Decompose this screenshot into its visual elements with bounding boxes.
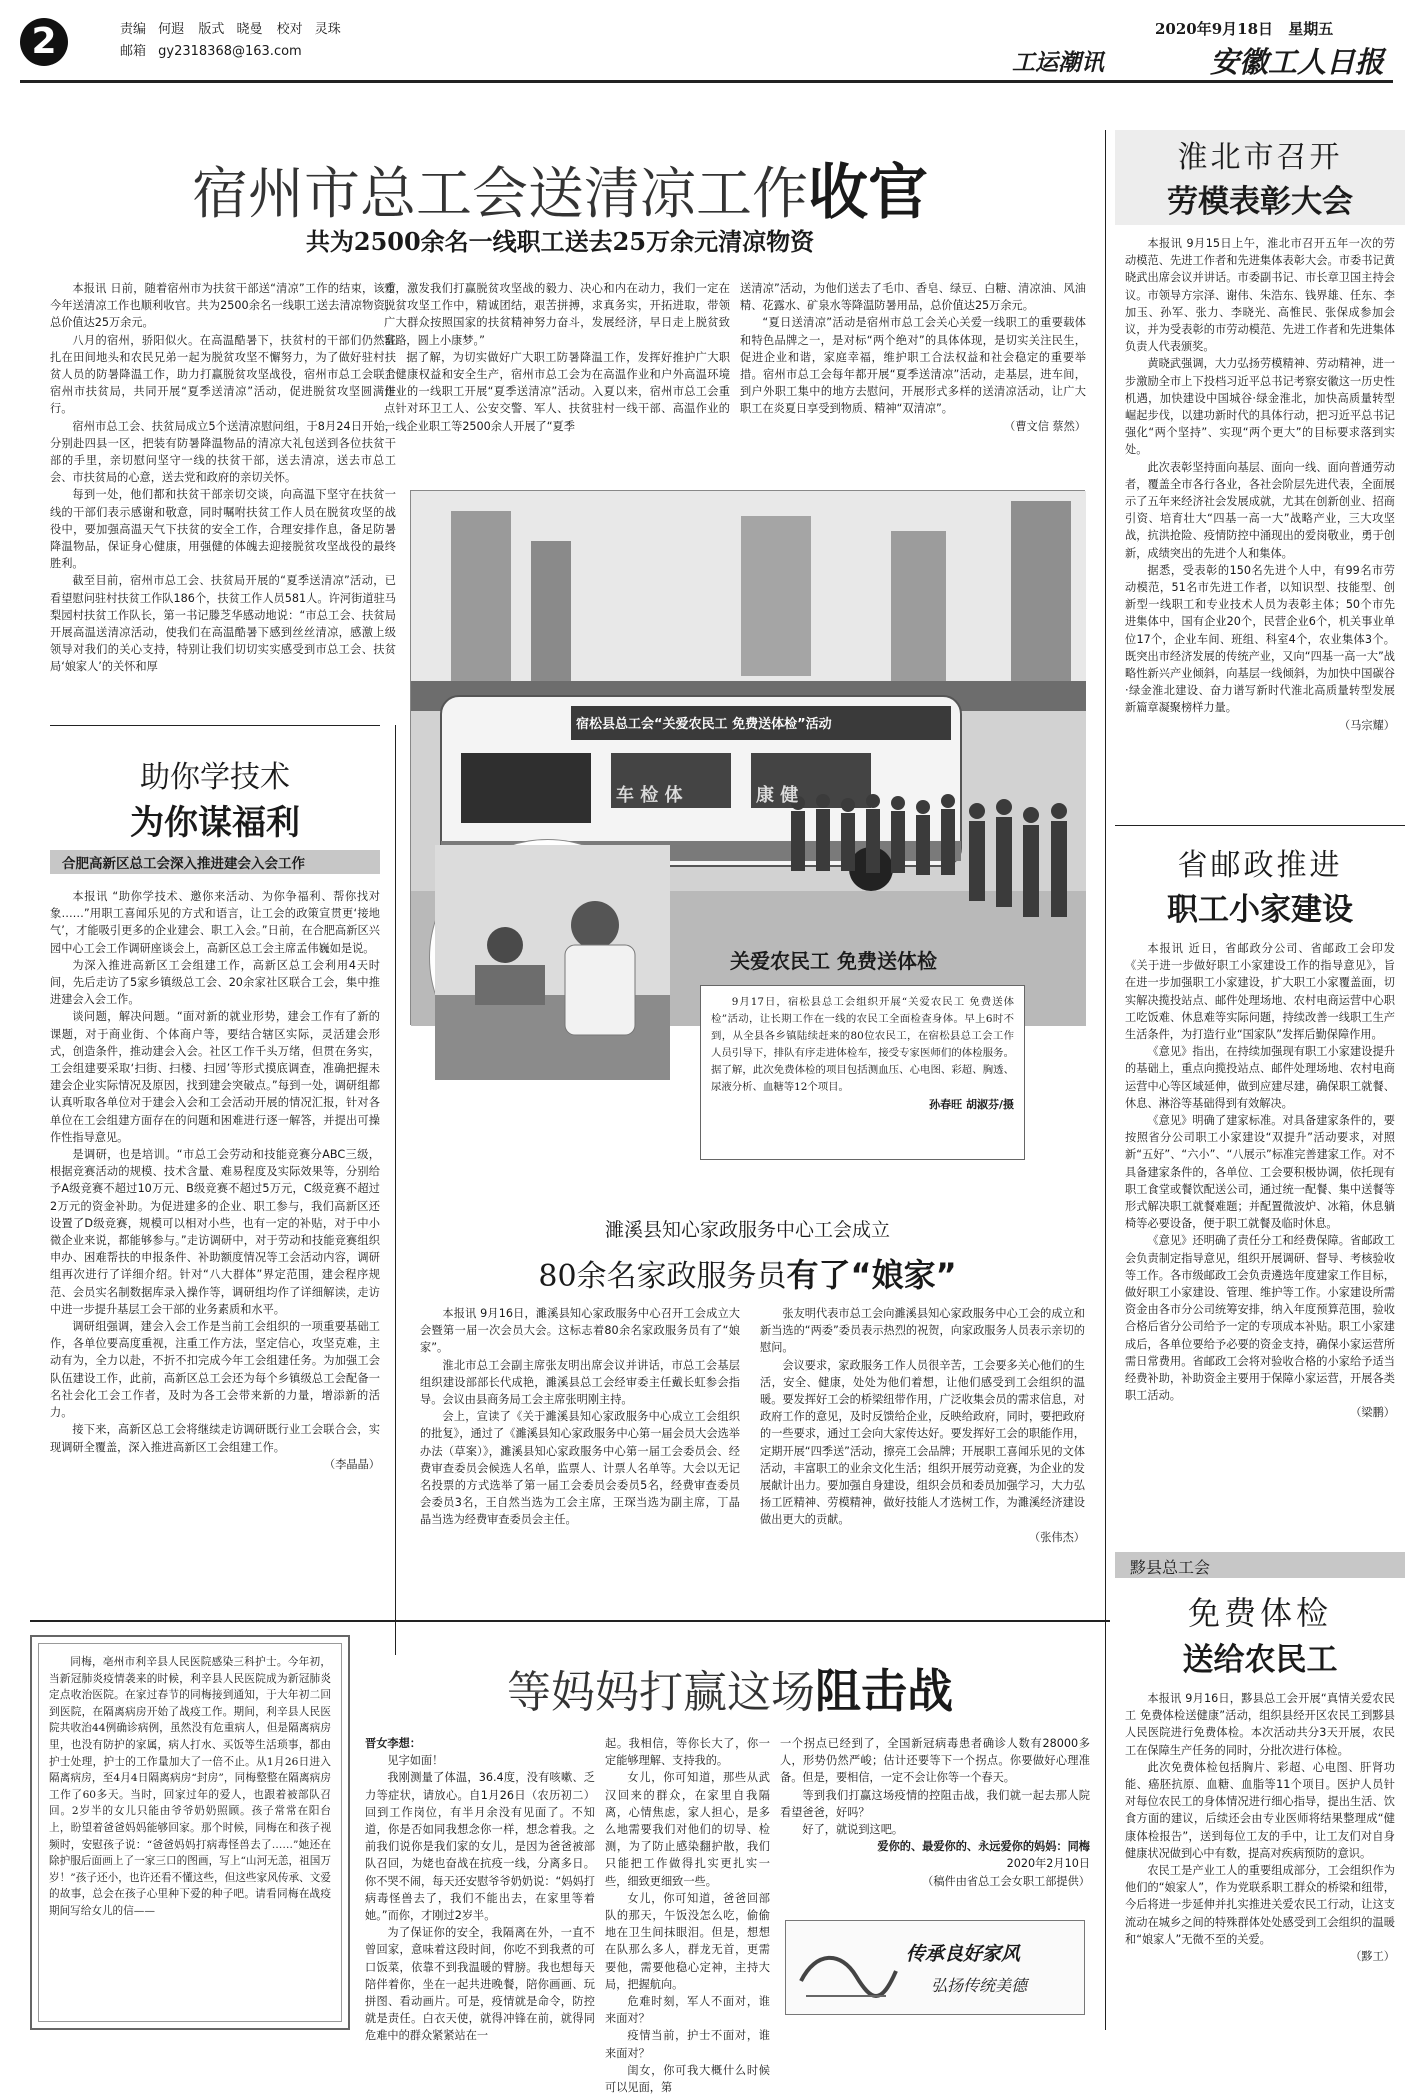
lead-paragraph: 爱，激发我们打赢脱贫攻坚战的毅力、决心和内在动力，我们一定在脱贫攻坚工作中，精诚团结，艰苦拼搏，求真务实，开拓进取，带领广大群众按照国家的扶贫精神努力奋斗，发展经济，早日走上脱贫致富路，圆上小康梦。”: [384, 282, 730, 347]
inset-photo-image: [435, 845, 670, 1080]
yixian-headline-bold: 送给农民工: [1182, 1642, 1338, 1678]
masthead-rule: [20, 80, 1393, 83]
mother-paragraph: 疫情当前，护士不面对，谁来面对？: [605, 2029, 770, 2060]
lead-col-2: [384, 280, 730, 460]
housekeeping-col-2: [760, 1305, 1085, 1615]
mother-sidebar-text: 同梅，亳州市利辛县人民医院感染三科护士。今年初，当新冠肺炎疫情袭来的时候，利辛县人民医院成为新冠肺炎定点收治医院。在家过春节的同梅接到通知，于大年初二回到医院，在隔离病房开始了战疫工作。期间，利辛县人民医院共收治44例确诊病例，虽然没有危重病人，但是隔离病房里，也没有防护的家属，病人打水、买饭等生活琐事，都由护士处理，护士的工作量加大了一倍不止。从1月26日进入隔离病房，至4月4日隔离病房“封房”，同梅整整在隔离病房工作了60多天。当时，回家过年的爱人，也跟着被部队召回。2岁半的女儿只能由爷爷奶奶照顾。孩子常常在阳台上，盼望着爸爸妈妈能够回家。那个时候，同梅在和孩子视频时，安慰孩子说：“爸爸妈妈打病毒怪兽去了……”她还在除护服后面画上了一家三口的图画，写上“山河无恙，祖国万岁！”孩子还小，也许还看不懂这些，但这些家风传承、文爱的故事，总会在孩子心里种下爱的种子吧。请看同梅在战疫期间写给女儿的信——: [49, 1656, 331, 1917]
issue-date: [1155, 18, 1333, 39]
mother-sign-date: 2020年2月10日: [1006, 1857, 1090, 1871]
lead-paragraph: 据了解，为切实做好广大职工防暑降温工作，发挥好推护广大职工健康权益和安全生产，宿州市总工会为在高温作业和户外高温环境作业的一线职工开展“夏季送清凉”活动。入夏以来，宿州市总工会重点针对环卫工人、公安交警、军人、扶贫驻村一线干部、高温作业的一线企业职工等2500余人开展了“夏季: [384, 350, 730, 433]
email-line: [120, 42, 302, 62]
yixian-body: [1125, 1690, 1395, 2035]
yixian-credit: （黟工）: [1350, 1950, 1395, 1964]
postal-headline-light: 省邮政推进: [1177, 848, 1343, 883]
mother-paragraph: 好了，就说到这吧。: [802, 1823, 904, 1837]
lead-paragraph: 截至目前，宿州市总工会、扶贫局开展的“夏季送清凉”活动，已看望慰问驻村扶贫工作队186个，扶贫工作人员581人。许河街道驻马梨园村扶贫工作队长，第一书记滕芝华感动地说：“市总工会、扶贫局开展高温送清凉活动，使我们在高温酷暑下感到丝丝清凉，感激上级领导对我们的关心支持，特别让我们切切实实感受到市总工会、扶贫局‘娘家人’的关怀和厚: [50, 574, 396, 674]
section-name: 工运潮讯: [1012, 50, 1104, 76]
lead-headline-bold: 收官: [808, 158, 928, 228]
calligraphy-box: [785, 1920, 1085, 2015]
tech-paragraph: 是调研，也是培训。“市总工会劳动和技能竞赛分ABC三级，根据竞赛活动的规模、技术含量、难易程度及实际效果等，分别给予A级竞赛不超过10万元、B级竞赛不超过5万元，C级竞赛不超过2万元的资金补助。为促进建多的企业、职工参与，我们高新区还设置了D级竞赛，规模可以相对小些，也有一定的补贴，对于中小微企业来说，都能够参与。”走访调研中，对于劳动和技能竞赛组织申办、困难帮扶的申报条件、补助额度情况等工会活动内容，调研组再次进行了详细介绍。针对“八大群体”界定范围，建会程序规范、会员实名制数据库录入操作等，调研组均作了详细解读，走访中进一步提升基层工会干部的业务素质和水平。: [50, 1148, 380, 1316]
lead-paragraph: 送清凉”活动，为他们送去了毛巾、香皂、绿豆、白糖、清凉油、风油精、花露水、矿泉水等降温防暑用品，总价值达25万余元。: [740, 282, 1086, 313]
mother-paragraph: 女儿，你可知道，爸爸回部队的那天，午饭没怎么吃，偷偷地在卫生间抹眼泪。但是，想想在队那么多人，群龙无首，更需要他，需要他稳心定神，主持大局，把握航向。: [605, 1891, 770, 1991]
yixian-paragraph: 农民工是产业工人的重要组成部分，工会组织作为他们的“娘家人”，作为党联系职工群众的桥梁和纽带，今后将进一步延伸并扎实推进关爱农民工行动，让这支流动在城乡之间的特殊群体处处感受到工会组织的温暖和“娘家人”无微不至的关爱。: [1125, 1864, 1395, 1946]
postal-paragraph: 《意见》明确了建家标准。对具备建家条件的，要按照省分公司职工小家建设“双提升”活动要求，对照新“五好”、“六小”、“八展示”标准完善建家工作。对不具备建家条件的，各单位、工会要积极协调，依托现有职工食堂或餐饮配送公司，通过统一配餐、集中送餐等形式解决职工就餐难题；并配置微波炉、冰箱，休息躺椅等必要设备，便于职工就餐及临时休息。: [1125, 1114, 1395, 1231]
tech-headline-light: 助你学技术: [140, 760, 290, 795]
postal-top-rule: [1115, 825, 1405, 826]
email-label: 邮箱: [120, 44, 147, 59]
huaibei-headline-bold: 劳模表彰大会: [1167, 184, 1353, 220]
lead-headline: [20, 145, 1100, 231]
mother-headline: [370, 1655, 1090, 1721]
yixian-paragraph: 此次免费体检包括胸片、彩超、心电图、肝肾功能、癌胚抗原、血糖、血脂等11个项目。医护人员针对每位农民工的身体情况进行细心指导，提出生活、饮食方面的建议，后续还会由专业医师将结果整理成“健康体检报告”，送到每位工友的手中，让工友们对自身健康状况做到心中有数，提高对疾病预防的意识。: [1125, 1760, 1395, 1860]
huaibei-body: [1125, 235, 1395, 810]
tech-subtitle: 合肥高新区总工会深入推进建会入会工作: [62, 856, 305, 872]
huaibei-credit: （马宗耀）: [1339, 718, 1395, 732]
newspaper-name: 安徽工人日报: [1210, 45, 1385, 79]
housekeeping-col-1: [420, 1305, 740, 1615]
mother-salutation: 晋女李想：: [365, 1737, 421, 1750]
yixian-kicker: 黟县总工会: [1130, 1558, 1211, 1577]
tech-vertical-rule: [395, 725, 396, 1655]
yixian-paragraph: 本报讯 9月16日，黟县总工会开展“真情关爱农民工 免费体检送健康”活动，组织县经开区农民工到黟县人民医院进行免费体检。本次活动共分3天开展，农民工在保障生产任务的同时，分批次进行体检。: [1125, 1692, 1395, 1757]
postal-headline-bold: 职工小家建设: [1167, 892, 1353, 928]
housekeeping-headline-bold: 有了“娘家”: [786, 1256, 957, 1294]
housekeeping-paragraph: 淮北市总工会副主席张友明出席会议并讲话，市总工会基层组织建设部部长代成艳，濉溪县总工会经审委主任戴长虹参会指导。会议由县商务局工会主席张明刚主持。: [420, 1358, 740, 1407]
lead-headline-light: 宿州市总工会送清凉工作: [192, 162, 808, 227]
housekeeping-paragraph: 会议要求，家政服务工作人员很辛苦，工会要多关心他们的生活，安全、健康，处处为他们着想，让他们感受到工会组织的温暖。要发挥好工会的桥梁纽带作用，广泛收集会员的需求信息，对政府工作的意见，及时反馈给企业，反映给政府，同时，要把政府的一些要求，通过工会向大家传达好。要发挥好工会的职能作用，定期开展“四季送”活动，擦亮工会品牌；开展职工喜闻乐见的文体活动，丰富职工的业余文化生活；组织开展劳动竞赛，为企业的发展献计出力。要加强自身建设，组织会员和委员加强学习，大力弘扬工匠精神、劳模精神，做好技能人才选树工作，为濉溪经济建设做出更大的贡献。: [760, 1358, 1085, 1527]
mother-paragraph: 闺女，你可我大概什么时候可以见面，第: [605, 2063, 770, 2095]
proof-label: 校对: [276, 22, 303, 37]
mother-paragraph: 危难时刻，军人不面对，谁来面对？: [605, 1995, 770, 2026]
tech-top-rule: [50, 725, 380, 726]
mother-paragraph: 等到我们打赢这场疫情的控阻击战，我们就一起去那人院看望爸爸，好吗？: [780, 1788, 1090, 1819]
mother-paragraph: 为了保证你的安全，我隔离在外，一直不曾回家，意味着这段时间，你吃不到我煮的可口饭菜，依靠不到我温暖的臂膀。我也想每天陪伴着你，坐在一起共进晚餐，陪你画画、玩拼图、看动画片。可是，疫情就是命令，防控就是责任。白衣天使，就得冲锋在前，就得同危难中的群众紧紧站在一: [365, 1926, 595, 2043]
mother-top-rule: [30, 1620, 1110, 1622]
mother-paragraph: 起。我相信，等你长大了，你一定能够理解、支持我的。: [605, 1737, 770, 1768]
date: 2020年9月18日: [1155, 20, 1274, 38]
tech-paragraph: 调研组强调，建会入会工作是当前工会组织的一项重要基础工作，各单位要高度重视，注重工作方法，坚定信心，攻坚克难，主动有为，全力以赴，不折不扣完成今年工会组建任务。为加强工会队伍建设工作，此前，高新区总工会还为每个乡镇级总工会配备一名社会化工会工作者，及时为各工会带来新的力量，增添新的活力。: [50, 1320, 380, 1420]
photo-caption-title: 关爱农民工 免费送体检: [730, 949, 937, 973]
bus-side-text: 车 检 体: [616, 785, 683, 806]
editor-name: 何遐: [158, 22, 185, 37]
lead-credit: （曹文信 蔡然）: [1004, 419, 1086, 433]
email-address[interactable]: gy2318368@163.com: [158, 44, 302, 59]
housekeeping-credit: （张伟杰）: [1029, 1530, 1085, 1544]
mother-paragraph: 我刚测量了体温，36.4度，没有咳嗽、乏力等症状，请放心。自1月26日（农历初二）回到工作岗位，有半月余没有见面了。不知道，你是否如同我想念你一样，想念着我。之前我们说你是我们家的女儿，是因为爸爸被部队召回，为姥也奋战在抗疫一线，分离多日。你不哭不闹，每天还安慰爷爷奶奶说：“妈妈打病毒怪兽去了，我们不能出去，在家里等着她。”而你，才刚过2岁半。: [365, 1771, 595, 1923]
tech-paragraph: 谈问题，解决问题。“面对新的就业形势，建会工作有了新的课题，对于商业街、个体商户等，要结合辖区实际，灵活建会形式，创造条件，推动建会入会。社区工作千头万绪，但贯在务实，工会组建要采取‘扫街、扫楼、扫园’等形式摸底调查，准确把握未建会企业实际情况及原因，找到建会突破点。”每到一处，调研组都认真听取各单位对于建会入会和工会活动开展的情况汇报，针对各单位在工会组建方面存在的问题和困难进行逐一解答，并提出可操作性指导意见。: [50, 1010, 380, 1144]
huaibei-paragraph: 黄晓武强调，大力弘扬劳模精神、劳动精神，进一步激励全市上下投档习近平总书记考察安徽这一历史性机遇，加快建设中国城谷·绿金淮北，加快高质量转型崛起步伐，以建功新时代的具体行动，把习近平总书记强化“两个坚持”、实现“两个更大”的目标要求落到实处。: [1125, 357, 1395, 457]
tech-credit: （李晶晶）: [324, 1457, 380, 1471]
huaibei-paragraph: 据悉，受表彰的150名先进个人中，有99名市劳动模范，51名市先进工作者，以知识型、技能型、创新型一线职工和专业技术人员为表彰主体；50个市先进集体中，国有企业20个，民营企业6个，机关事业单位17个，企业车间、班组、科室4个，农业集体3个。既突出市经济发展的传统产业，又向“四基一高一大”战略性新兴产业倾斜，向基层一线倾斜，为加快中国碳谷·绿金淮北建设、奋力谱写新时代淮北高质量转型发展新篇章凝聚榜样力量。: [1125, 563, 1395, 715]
postal-paragraph: 《意见》还明确了责任分工和经费保障。省邮政工会负责制定指导意见，组织开展调研、督导、考核验收等工作。各市级邮政工会负责遴选年度建家工作目标，做好职工小家建设、管理、维护等工作。小家建设所需资金由各市分公司统筹安排，纳入年度预算范围，验收合格后省分公司给予一定的专项成本补贴。职工小家建成后，各单位要给予必要的资金支持，确保小家运营所需日常费用。省邮政工会将对验收合格的小家给予适当经费补助，补助资金主要用于保障小家运营，开展各类职工活动。: [1125, 1234, 1395, 1403]
mother-col-1: [365, 1735, 595, 2043]
lead-col-1: [50, 280, 396, 710]
postal-paragraph: 《意见》指出，在持续加强现有职工小家建设提升的基础上，重点向揽投站点、邮件处理场地、农村电商运营中心等区域延伸，做到应建尽建，确保职工就餐、休息、淋浴等基础得到有效解决。: [1125, 1045, 1395, 1110]
page-number-badge: [20, 18, 68, 66]
tech-paragraph: 为深入推进高新区工会组建工作，高新区总工会利用4天时间，先后走访了5家乡镇级总工会、20余家社区联合工会，集中推进建会入会工作。: [50, 958, 380, 1007]
mother-paragraph: 女儿，你可知道，那些从武汉回来的群众，在家里自我隔离，心情焦虑，家人担心，是多么地需要我们对他们的切导、检测，为了防止感染翻护散，我们只能把工作做得扎实更扎实一些，细致更细致一些。: [605, 1771, 770, 1888]
bus-side-text: 康 健: [756, 785, 799, 806]
mother-headline-bold: 阻击战: [815, 1664, 953, 1718]
weekday: 星期五: [1288, 20, 1334, 38]
mother-col-2: [605, 1735, 770, 2095]
editor-credits: [120, 20, 341, 40]
huaibei-paragraph: 本报讯 9月15日上午，淮北市召开五年一次的劳动模范、先进工作者和先进集体表彰大会。市委书记黄晓武出席会议并讲话。市委副书记、市长章卫国主持会议。市领导方宗泽、谢伟、朱浩东、钱界雄、任东、李加玉、孙军、张力、李晓光、高惟民、张保成参加会议，并为受表彰的市劳动模范、先进工作者和先进集体负责人代表颁奖。: [1125, 237, 1395, 354]
huaibei-headline-light: 淮北市召开: [1177, 140, 1343, 175]
housekeeping-headline: [410, 1250, 1085, 1296]
postal-credit: （梁鹏）: [1350, 1406, 1395, 1420]
photo-credit: 孙春旺 胡淑芬/摄: [929, 1098, 1014, 1111]
lead-paragraph: 本报讯 日前，随着宿州市为扶贫干部送“清凉”工作的结束，该市今年送清凉工作也顺利收官。共为2500余名一线职工送去清凉物资，总价值达25万余元。: [50, 282, 396, 330]
editor-label: 责编: [120, 22, 147, 37]
housekeeping-kicker: 濉溪县知心家政服务中心工会成立: [604, 1219, 890, 1241]
housekeeping-paragraph: 张友明代表市总工会向濉溪县知心家政服务中心工会的成立和新当选的“两委”委员表示热烈的祝贺，向家政服务人员表示亲切的慰问。: [760, 1307, 1085, 1355]
right-column-rule: [1105, 130, 1106, 2030]
proof-name: 灵珠: [314, 22, 341, 37]
lead-paragraph: 八月的宿州，骄阳似火。在高温酷暑下，扶贫村的干部们仍然驻扎在田间地头和农民兄弟一起为脱贫攻坚不懈努力，为了做好驻村扶贫人员的防暑降温工作，助力打赢脱贫攻坚战役，宿州市总工会联合宿州市扶贫局，共同开展“夏季送清凉”活动，促进脱贫攻坚圆满进行。: [50, 333, 396, 416]
calligraphy-decor: [786, 1921, 1086, 2016]
mother-col-3: [780, 1735, 1090, 1915]
mother-signature: 爱你的、最爱你的、永远爱你的妈妈：同梅: [877, 1840, 1090, 1854]
lead-subtitle: 共为2500余名一线职工送去25万余元清凉物资: [305, 227, 815, 256]
lead-col-3: [740, 280, 1086, 470]
huaibei-paragraph: 此次表彰坚持面向基层、面向一线、面向普通劳动者，覆盖全市各行各业，各社会阶层先进代表，全面展示了五年来经济社会发展成就，尤其在创新创业、招商引资、培育壮大“四基一高一大”战略产业，三大攻坚战，抗洪抢险、疫情防控中涌现出的爱岗敬业，勇于创新，成绩突出的先进个人和集体。: [1125, 460, 1395, 560]
yixian-headline-light: 免费体检: [1187, 1594, 1332, 1632]
tech-paragraph: 接下来，高新区总工会将继续走访调研既行业工会联合会，实现调研全覆盖，深入推进高新区工会组建工作。: [50, 1423, 380, 1454]
page-number: 2: [31, 21, 57, 62]
tech-headline-bold: 为你谋福利: [130, 803, 300, 843]
tech-body: [50, 888, 380, 1658]
lead-paragraph: “夏日送清凉”活动是宿州市总工会关心关爱一线职工的重要载体和特色品牌之一，是对标“两个绝对”的具体体现，是切实关注民生，促进企业和谐，家庭幸福，维护职工合法权益和社会稳定的重要举措。宿州市总工会每年都开展“夏季送清凉”活动，走基层，进车间，到户外职工集中的地方去慰问，开展形式多样的送清凉活动，让广大职工在炎夏日享受到物质、精神“双清凉”。: [740, 316, 1086, 416]
postal-body: [1125, 940, 1395, 1540]
calligraphy-sub: 弘扬传统美德: [931, 1976, 1028, 1995]
housekeeping-paragraph: 本报讯 9月16日，濉溪县知心家政服务中心召开工会成立大会暨第一届一次会员大会。这标志着80余名家政服务员有了“娘家”。: [420, 1307, 740, 1355]
mother-paragraph: 一个拐点已经到了，全国新冠病毒患者确诊人数有28000多人，形势仍然严峻；估计还要等下一个拐点。你要做好心理准备。但是，要相信，一定不会让你等一个春天。: [780, 1737, 1090, 1785]
housekeeping-paragraph: 会上，宣读了《关于濉溪县知心家政服务中心成立工会组织的批复》，通过了《濉溪县知心家政服务中心第一届会员大会选举办法（草案）》，濉溪县知心家政服务中心第一届工会委员会、经费审查委员会候选人名单，监票人、计票人名单等。大会以无记名投票的方式选举了第一届工会委员会委员5名，经费审查委员会委员3名，王自然当选为工会主席，王琛当选为副主席，丁晶晶当选为经费审查委员会主任。: [420, 1410, 740, 1527]
mother-headline-light: 等妈妈打赢这场: [507, 1667, 815, 1718]
mother-sidebar-frame: [30, 1635, 350, 2030]
photo-caption-box: [700, 985, 1025, 1160]
calligraphy-main: 传承良好家风: [906, 1943, 1021, 1965]
mother-paragraph: 见字如面！: [387, 1754, 444, 1768]
bus-banner: 宿松县总工会“关爱农民工 免费送体检”活动: [576, 717, 832, 732]
photo-caption-text: 9月17日，宿松县总工会组织开展“关爱农民工 免费送体检”活动，让长期工作在一线的农民工全面检查身体。早上6时不到，从全县各乡镇陆续赶来的80位农民工，在宿松县总工会工作人员引导下，排队有序走进体检车，接受专家医师们的体检服务。据了解，此次免费体检的项目包括测血压、心电图、彩超、胸透、尿液分析、血糖等12个项目。: [711, 996, 1014, 1093]
housekeeping-headline-light: 80余名家政服务员: [538, 1259, 787, 1294]
mother-sign-credit: （稿件由省总工会女职工部提供）: [922, 1874, 1090, 1888]
lead-paragraph: 宿州市总工会、扶贫局成立5个送清凉慰问组，于8月24日开始，分别赴四县一区，把装有防暑降温物品的清凉大礼包送到各位扶贫干部的手里，亲切慰问坚守一线的扶贫干部，送去清凉，送去市总工会、市扶贫局的心意，送去党和政府的亲切关怀。: [50, 419, 396, 485]
inset-photo: [430, 840, 665, 1075]
tech-paragraph: 本报讯 “助你学技术、邀你来活动、为你争福利、帮你找对象……”用职工喜闻乐见的方式和语言，让工会的政策宣贯更‘接地气’，才能吸引更多的企业建会、职工入会。”日前，在合肥高新区兴园中心工会工作调研座谈会上，高新区总工会主席孟伟巍如是说。: [50, 890, 380, 955]
layout-name: 晓曼: [236, 22, 263, 37]
lead-paragraph: 每到一处，他们都和扶贫干部亲切交谈，向高温下坚守在扶贫一线的干部们表示感谢和敬意，同时嘱咐扶贫工作人员在脱贫攻坚的战役中，要加强高温天气下扶贫的安全工作，合理安排作息，备足防暑降温物品，保证身心健康，用强健的体魄去迎接脱贫攻坚战役的最终胜利。: [50, 488, 396, 571]
postal-paragraph: 本报讯 近日，省邮政分公司、省邮政工会印发《关于进一步做好职工小家建设工作的指导意见》，旨在进一步加强职工小家建设，扩大职工小家覆盖面，切实解决揽投站点、邮件处理场地、农村电商运营中心职工吃饭难、休息难等实际问题，持续改善一线职工生产生活条件，为打造行业“国家队”发挥后勤保障作用。: [1125, 942, 1395, 1042]
layout-label: 版式: [198, 22, 225, 37]
